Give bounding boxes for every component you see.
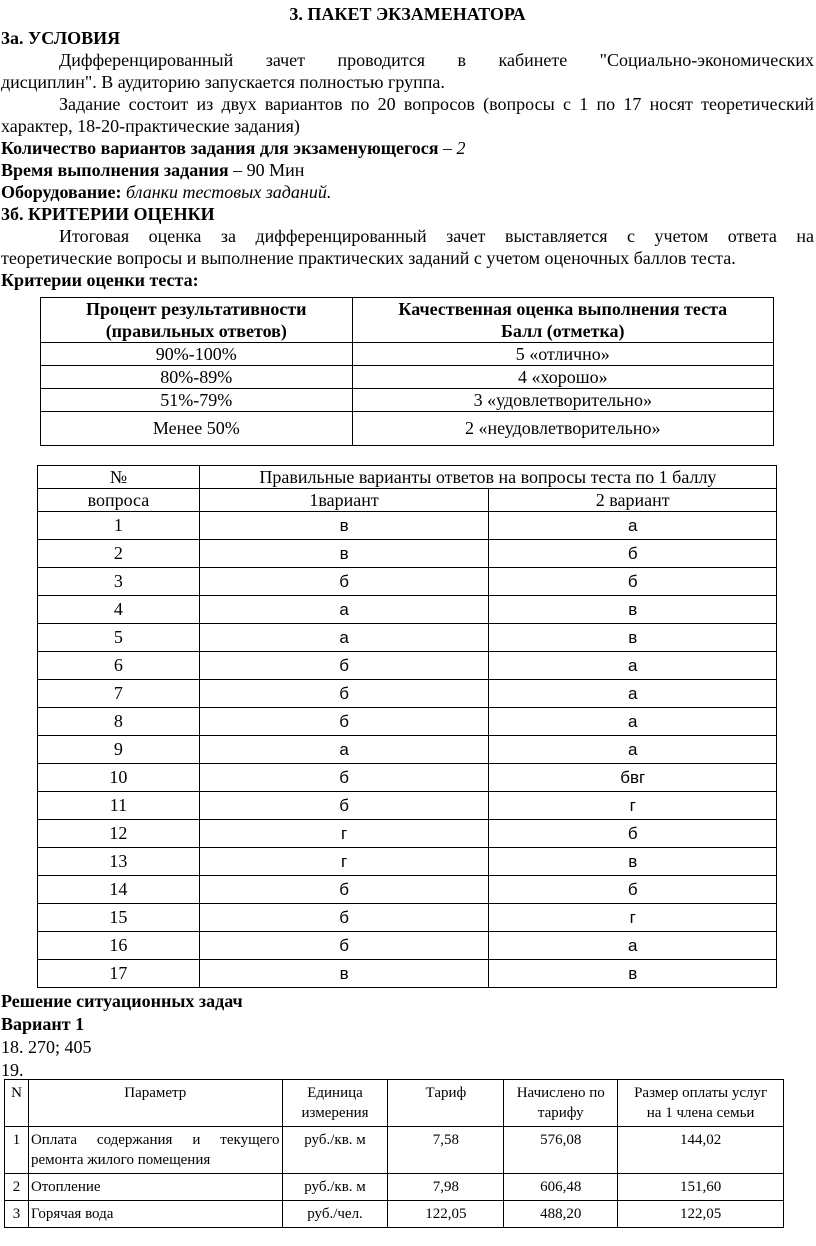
tariff-param: Горячая вода [28, 1201, 282, 1228]
answer-row [38, 624, 777, 652]
answer-question-number: 6 [38, 652, 200, 680]
tariff-n: 2 [5, 1174, 29, 1201]
criteria-row [41, 412, 774, 446]
tariff-unit: руб./кв. м [282, 1174, 388, 1201]
answers-variant2-header: 2 вариант [489, 489, 777, 512]
answer-variant2: б [489, 820, 777, 848]
tariff-share: 144,02 [618, 1127, 784, 1174]
answer-question-number: 9 [38, 736, 200, 764]
answer-variant2: в [489, 960, 777, 988]
tariff-rate: 7,58 [388, 1127, 504, 1174]
answers-col-title: Правильные варианты ответов на вопросы теста по 1 баллу [199, 466, 776, 489]
answer-row [38, 736, 777, 764]
answer-variant2: б [489, 540, 777, 568]
answer-variant2: а [489, 708, 777, 736]
answer-row [38, 512, 777, 540]
tariff-accrued: 606,48 [504, 1174, 618, 1201]
tariff-unit: руб./кв. м [282, 1127, 388, 1174]
tariff-col-param: Параметр [28, 1080, 282, 1127]
tariff-col-unit [282, 1080, 388, 1127]
tariff-row [5, 1201, 784, 1228]
answer-variant1: а [199, 736, 489, 764]
answer-row [38, 792, 777, 820]
page-title: 3. ПАКЕТ ЭКЗАМЕНАТОРА [289, 4, 526, 24]
tariff-rate: 7,98 [388, 1174, 504, 1201]
answer-variant2: а [489, 680, 777, 708]
tariff-param [28, 1127, 282, 1174]
tariff-accrued: 576,08 [504, 1127, 618, 1174]
tariff-table [4, 1079, 784, 1228]
criteria-row [41, 343, 774, 366]
answer-row [38, 932, 777, 960]
time-label: Время выполнения задания [1, 160, 229, 180]
answer-row [38, 820, 777, 848]
answer-variant2: в [489, 848, 777, 876]
answer-question-number: 11 [38, 792, 200, 820]
answer-row [38, 568, 777, 596]
answers-col-num-bottom: вопроса [38, 489, 200, 512]
criteria-col-grade-line1: Качественная оценка выполнения теста [398, 299, 728, 319]
answer-variant1: б [199, 876, 489, 904]
time-value: – 90 Мин [228, 160, 305, 180]
conditions-heading: 3а. УСЛОВИЯ [1, 28, 121, 48]
tariff-share: 151,60 [618, 1174, 784, 1201]
answers-variant1-header: 1вариант [199, 489, 489, 512]
tariff-row [5, 1127, 784, 1174]
tariff-accrued: 488,20 [504, 1201, 618, 1228]
criteria-row [41, 366, 774, 389]
tariff-col-unit-line1: Единица [307, 1085, 363, 1101]
answer-question-number: 17 [38, 960, 200, 988]
criteria-grade: 2 «неудовлетворительно» [352, 412, 773, 446]
equipment-label: Оборудование: [1, 182, 122, 202]
variants-count-dash: – [438, 138, 457, 158]
criteria-table [40, 297, 774, 446]
conditions-para2-line2: характер, 18-20-практические задания) [1, 116, 300, 136]
criteria-grade: 5 «отлично» [352, 343, 773, 366]
variants-count-label: Количество вариантов задания для экзаменующегося [1, 138, 439, 158]
answer-question-number: 7 [38, 680, 200, 708]
tariff-col-tariff: Тариф [388, 1080, 504, 1127]
criteria-grade: 4 «хорошо» [352, 366, 773, 389]
answer-question-number: 5 [38, 624, 200, 652]
answer-question-number: 12 [38, 820, 200, 848]
answer-variant2: а [489, 512, 777, 540]
criteria-col-grade-line2: Балл (отметка) [501, 321, 625, 341]
tariff-col-accrued-line1: Начислено по [516, 1085, 605, 1101]
answer-question-number: 10 [38, 764, 200, 792]
criteria-row [41, 389, 774, 412]
tariff-n: 3 [5, 1201, 29, 1228]
tariff-col-accrued [504, 1080, 618, 1127]
answer-row [38, 876, 777, 904]
answer-variant1: б [199, 680, 489, 708]
answer-row [38, 764, 777, 792]
criteria-percent: Менее 50% [41, 412, 353, 446]
variants-count-value: 2 [456, 138, 466, 158]
tariff-col-share-line1: Размер оплаты услуг [634, 1085, 768, 1101]
answer-variant2: в [489, 624, 777, 652]
answer-question-number: 2 [38, 540, 200, 568]
answer-row [38, 540, 777, 568]
answer-question-number: 3 [38, 568, 200, 596]
criteria-percent: 80%-89% [41, 366, 353, 389]
tariff-share: 122,05 [618, 1201, 784, 1228]
criteria-col-percent-line1: Процент результативности [86, 299, 307, 319]
answer-variant1: б [199, 792, 489, 820]
answer-question-number: 14 [38, 876, 200, 904]
tariff-param-line2: ремонта жилого помещения [30, 1152, 211, 1168]
answer-row [38, 680, 777, 708]
answers-col-num-top: № [38, 466, 200, 489]
tariff-col-share-line2: на 1 члена семьи [646, 1105, 755, 1121]
answer-variant2: б [489, 568, 777, 596]
answer-variant2: в [489, 596, 777, 624]
answer-row [38, 848, 777, 876]
answer-variant2: г [489, 792, 777, 820]
criteria-grade: 3 «удовлетворительно» [352, 389, 773, 412]
answer-question-number: 15 [38, 904, 200, 932]
criteria-col-percent [41, 298, 353, 343]
criteria-percent: 51%-79% [41, 389, 353, 412]
answer-question-number: 8 [38, 708, 200, 736]
answer-variant1: б [199, 932, 489, 960]
answer-row [38, 596, 777, 624]
equipment-line [0, 181, 816, 203]
document-page [0, 0, 816, 291]
answer-variant1: г [199, 848, 489, 876]
answer-row [38, 652, 777, 680]
answer-variant2: б [489, 876, 777, 904]
answer-variant2: а [489, 652, 777, 680]
answer-variant2: а [489, 736, 777, 764]
solutions-block [0, 990, 816, 1082]
answer-variant2: а [489, 932, 777, 960]
equipment-value: бланки тестовых заданий. [126, 182, 332, 202]
answer-variant1: б [199, 764, 489, 792]
conditions-para1-line1: Дифференцированный зачет проводится в кабинете "Социально-экономических [59, 50, 814, 70]
tariff-col-accrued-line2: тарифу [537, 1105, 584, 1121]
answer-variant1: б [199, 568, 489, 596]
answers-body [38, 512, 777, 988]
criteria-table-header [41, 298, 774, 343]
answer-variant2: бвг [489, 764, 777, 792]
criteria-table-label: Критерии оценки теста: [1, 270, 199, 290]
answer-variant1: б [199, 708, 489, 736]
answer-variant1: а [199, 624, 489, 652]
answers-header-row1 [38, 466, 777, 489]
tariff-unit: руб./чел. [282, 1201, 388, 1228]
answer-variant1: г [199, 820, 489, 848]
answers-table [37, 465, 777, 988]
criteria-para-line1: Итоговая оценка за дифференцированный зачет выставляется с учетом ответа на [59, 226, 814, 246]
tariff-col-unit-line2: измерения [301, 1105, 369, 1121]
solutions-heading: Решение ситуационных задач [1, 991, 243, 1011]
answer-question-number: 4 [38, 596, 200, 624]
answer-variant1: в [199, 512, 489, 540]
criteria-para-line2: теоретические вопросы и выполнение практических заданий с учетом оценочных баллов теста. [1, 248, 736, 268]
answer-18: 18. 270; 405 [1, 1037, 92, 1057]
criteria-percent: 90%-100% [41, 343, 353, 366]
answer-question-number: 16 [38, 932, 200, 960]
answer-variant2: г [489, 904, 777, 932]
conditions-para2-line1: Задание состоит из двух вариантов по 20 вопросов (вопросы с 1 по 17 носят теоретический [59, 94, 814, 114]
tariff-header-row [5, 1080, 784, 1127]
solutions-variant: Вариант 1 [1, 1014, 85, 1034]
time-line [0, 159, 816, 181]
conditions-para1-line2: дисциплин". В аудиторию запускается полностью группа. [1, 72, 445, 92]
answer-variant1: б [199, 652, 489, 680]
tariff-rate: 122,05 [388, 1201, 504, 1228]
answer-variant1: в [199, 960, 489, 988]
answer-question-number: 1 [38, 512, 200, 540]
tariff-n: 1 [5, 1127, 29, 1174]
answer-variant1: в [199, 540, 489, 568]
tariff-param: Отопление [28, 1174, 282, 1201]
answer-row [38, 960, 777, 988]
answer-row [38, 708, 777, 736]
answer-variant1: б [199, 904, 489, 932]
answer-question-number: 13 [38, 848, 200, 876]
tariff-row [5, 1174, 784, 1201]
answer-row [38, 904, 777, 932]
tariff-col-share [618, 1080, 784, 1127]
variants-count-line [0, 137, 816, 159]
tariff-param-line1: Оплата содержания и текущего [30, 1132, 280, 1148]
answers-header-row2 [38, 489, 777, 512]
answer-19: 19. [1, 1060, 24, 1080]
answer-variant1: а [199, 596, 489, 624]
criteria-heading: 3б. КРИТЕРИИ ОЦЕНКИ [1, 204, 215, 224]
criteria-col-grade [352, 298, 773, 343]
criteria-col-percent-line2: (правильных ответов) [105, 321, 287, 341]
tariff-col-n: N [5, 1080, 29, 1127]
